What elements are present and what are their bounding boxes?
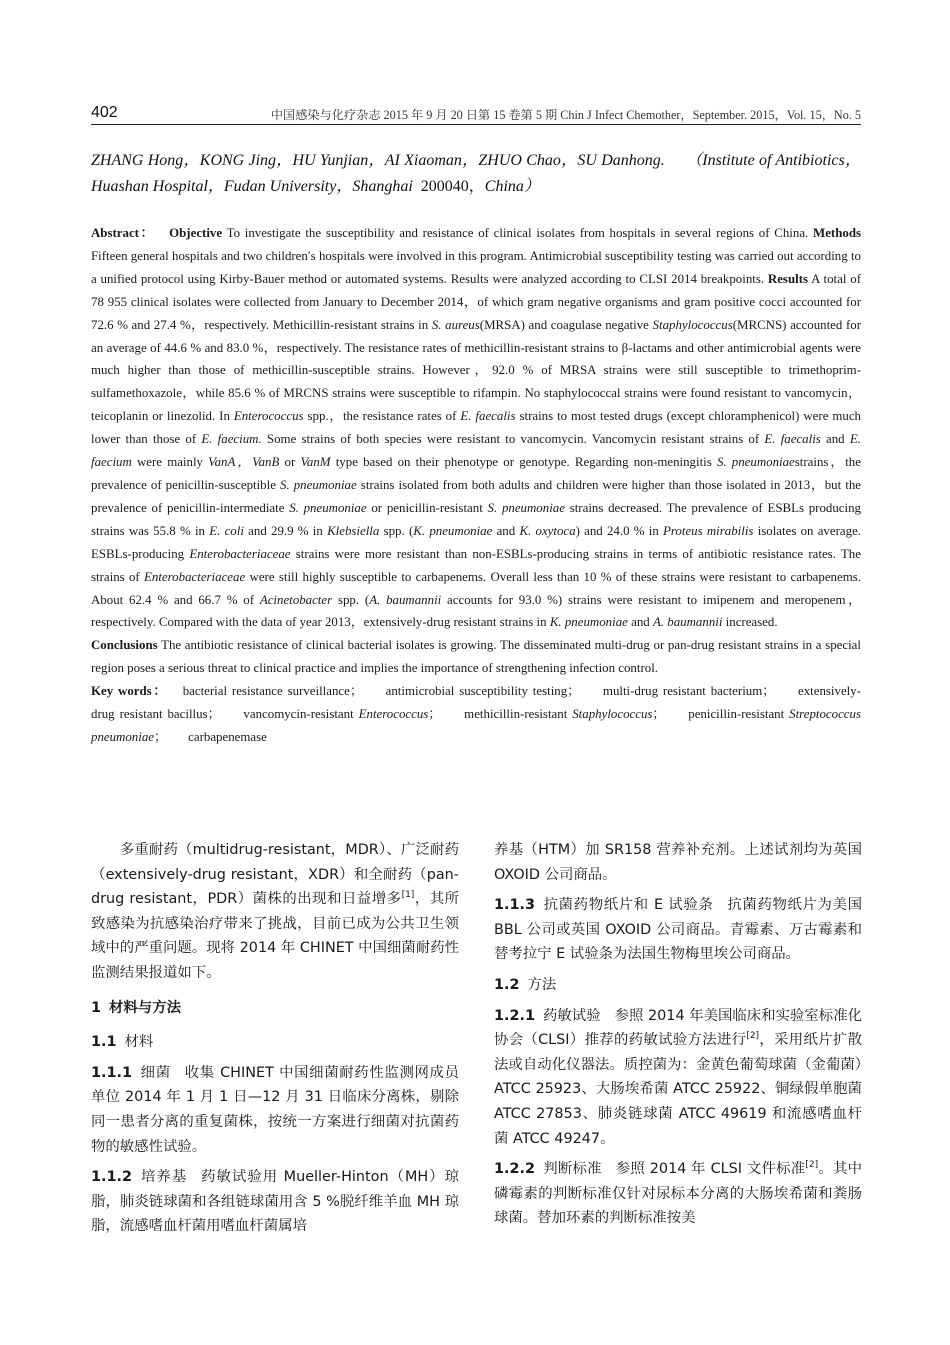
objective-label: Objective (169, 226, 223, 240)
results-text: strains，the prevalence of penicillin-susceptible (91, 455, 861, 492)
intro-text: 多重耐药（multidrug-resistant，MDR）、广泛耐药（extensively-drug resistant，XDR）和全耐药（pan-drug resistant，PDR）菌株的出现和日益增多 (91, 842, 459, 908)
keywords-label: Key words： (91, 684, 168, 699)
author-affiliation-block (91, 148, 861, 200)
keyword (243, 707, 441, 721)
taxon-name: K. oxytoca (519, 523, 576, 538)
results-text: strains to most tested drugs (except chloramphenicol) were much lower than those of (91, 409, 861, 447)
body-column-left (91, 838, 459, 1239)
taxon-name: E. faecalis (460, 409, 516, 424)
continuation-paragraph: 养基（HTM）加 SR158 营养补充剂。上述试剂均为英国 OXOID 公司商品。 (494, 842, 862, 883)
conclusions-label: Conclusions (91, 638, 158, 653)
results-text: and (826, 432, 845, 447)
taxon-name: E. faecalis (764, 432, 821, 447)
objective-text: To investigate the susceptibility and resistance of clinical isolates from hospitals in several regions of China. (226, 226, 809, 240)
taxon-name: Enterobacteriaceae (189, 546, 291, 561)
results-text: strains decreased. The prevalence of ESBLs producing strains was 55.8 % in (91, 500, 861, 538)
paragraph-susceptibility-test (494, 1004, 862, 1152)
author-names: ZHANG Hong，KONG Jing，HU Yunjian，AI Xiaoman，ZHUO Chao，SU Danhong. (91, 152, 665, 169)
keyword-text: methicillin-resistant (464, 707, 568, 722)
results-text: (MRSA) and coagulase negative (479, 317, 649, 332)
results-text: strains isolated from both adults and children were higher than those isolated in 2013，but the prevalence of penicillin-intermediate (91, 477, 861, 515)
subsection-number: 1.1.2 (91, 1169, 132, 1186)
subsection-number: 1.1.3 (494, 897, 535, 914)
conclusions-text: The antibiotic resistance of clinical bacterial isolates is growing. The disseminated multi-drug or pan-drug resistant strains in a special region poses a serious threat to clinical practice and implies the importance of strengthening infection control. (91, 638, 861, 676)
keyword-text: vancomycin-resistant (243, 707, 354, 722)
keyword-taxon: Enterococcus (358, 707, 429, 722)
section-title: 材料与方法 (109, 999, 181, 1016)
results-text: and (496, 523, 516, 538)
taxon-name: S. pneumoniae (280, 477, 357, 492)
keyword-taxon: Streptococcus pneumoniae (91, 707, 861, 744)
abstract-label: Abstract： (91, 226, 155, 240)
section-number: 1 (91, 999, 102, 1016)
subsection-title: 细菌 (139, 1064, 171, 1081)
taxon-name: A. baumannii (369, 592, 442, 607)
page-number: 402 (91, 104, 118, 121)
paragraph-text: 收集 CHINET 中国细菌耐药性监测网成员单位 2014 年 1 月 1 日—12 月 31 日临床分离株，剔除同一患者分离的重复菌株，按统一方案进行细菌对抗菌药物的敏感性试验。 (91, 1064, 459, 1155)
results-text: increased. (725, 615, 778, 630)
keyword-sep: ； (154, 729, 167, 744)
results-text: and 29.9 % in (248, 523, 323, 538)
intro-paragraph (91, 838, 459, 986)
gene-type: VanA，VanB (208, 455, 280, 470)
taxon-name: Staphylococcus (652, 317, 733, 332)
paragraph-text: 参照 2014 年 CLSI 文件标准 (615, 1161, 806, 1178)
results-label: Results (767, 271, 809, 286)
body-column-right (494, 838, 862, 1231)
subsection-title: 材料 (124, 1034, 154, 1051)
taxon-name: S. pneumoniae (716, 455, 795, 470)
journal-citation-line: 中国感染与化疗杂志 2015 年 9 月 20 日第 15 卷第 5 期 Chin J Infect Chemother，September. 2015，Vol. 15，No. 5 (270, 108, 861, 122)
results-text: or (284, 455, 296, 470)
results-text: (MRCNS) accounted for an average of 44.6 % and 83.0 %，respectively. The resistance rates of methicillin-resistant strains to β-lactams and other antimicrobial agents were much higher than those of methicillin-susceptible strains. However，92.0 % of MRSA strains were still susceptible to trimethoprim-sulfamethoxazole，while 85.6 % of MRCNS strains were susceptible to rifampin. No staphylococcal strains were found resistant to vancomycin，teicoplanin or linezolid. In (91, 317, 861, 424)
paragraph-text: 参照 2014 年美国临床和实验室标准化协会（CLSI）推荐的药敏试验方法进行 (494, 1007, 862, 1049)
results-text: spp. ( (337, 592, 370, 607)
results-text: accounts for 93.0 %) strains were resistant to imipenem and meropenem，respectively. Compared with the data of year 2013，extensively-drug resistant strains in (91, 592, 861, 630)
subsection-title: 药敏试验 (542, 1007, 601, 1024)
taxon-name: K. pneumoniae (413, 523, 493, 538)
taxon-name: S. pneumoniae (289, 500, 367, 515)
keyword-sep: ； (428, 707, 442, 722)
taxon-name: Proteus mirabilis (663, 523, 754, 538)
subsection-number: 1.1 (91, 1034, 117, 1051)
taxon-name: E. faecium. (201, 432, 262, 447)
keyword: extensively-drug resistant bacillus； (91, 684, 861, 722)
paragraph-bacteria (91, 1061, 459, 1159)
results-text: were mainly (136, 455, 203, 470)
keyword: antimicrobial susceptibility testing； (385, 684, 581, 699)
results-text: or penicillin-resistant (371, 500, 483, 515)
taxon-name: A. baumannii (652, 615, 723, 630)
paragraph-media (91, 1165, 459, 1239)
results-text: A total of 78 955 clinical isolates were collected from January to December 2014，of which gram negative organisms and gram positive cocci accounted for 72.6 % and 27.4 %，respectively. Methicillin-resistant strains in (91, 271, 861, 332)
subsection-heading (494, 973, 862, 998)
results-text: isolates on average. ESBLs-producing (91, 523, 862, 561)
subsection-title: 方法 (527, 976, 557, 993)
subsection-number: 1.1.1 (91, 1064, 132, 1081)
subsection-number: 1.2 (494, 976, 520, 993)
taxon-name: E. faecium (91, 432, 861, 470)
running-header (91, 98, 861, 125)
taxon-name: S. aureus (431, 317, 480, 332)
taxon-name: Klebsiella (327, 523, 380, 538)
results-text: were still highly susceptible to carbapenems. Overall less than 10 % of these strains were resistant to carbapenems. About 62.4 % and 66.7 % of (91, 569, 861, 607)
subsection-title: 培养基 (139, 1169, 188, 1186)
subsection-title: 抗菌药物纸片和 E 试验条 (542, 897, 714, 914)
section-heading (91, 996, 459, 1021)
taxon-name: Enterobacteriaceae (144, 569, 246, 584)
affiliation-a: （Institute of Antibiotics，Huashan Hospital，Fudan University，Shanghai (91, 152, 861, 195)
paragraph-text: 药敏试验用 Mueller-Hinton（MH）琼脂，肺炎链球菌和各组链球菌用含 5 %脱纤维羊血 MH 琼脂，流感嗜血杆菌用嗜血杆菌属培 (91, 1169, 459, 1235)
subsection-number: 1.2.2 (494, 1161, 535, 1178)
paragraph-criteria (494, 1157, 862, 1231)
results-text: and (631, 615, 650, 630)
taxon-name: Acinetobacter (259, 592, 333, 607)
keyword: bacterial resistance surveillance； (182, 684, 363, 699)
taxon-name: S. pneumoniae (487, 500, 565, 515)
paragraph-text: 抗菌药物纸片为美国 BBL 公司或英国 OXOID 公司商品。青霉素、万古霉素和替考拉宁 E 试验条为法国生物梅里埃公司商品。 (494, 897, 862, 963)
taxon-name: E. coli (209, 523, 244, 538)
results-text: Some strains of both species were resistant to vancomycin. Vancomycin resistant strains of (266, 432, 760, 447)
keyword-text: penicillin-resistant (688, 707, 785, 722)
paragraph-text: 。其中磷霉素的判断标准仅针对尿标本分离的大肠埃希菌和粪肠球菌。替加环素的判断标准按美 (494, 1161, 862, 1227)
intro-text: ，其所致感染为抗感染治疗带来了挑战，目前已成为公共卫生领域中的严重问题。现将 2014 年 CHINET 中国细菌耐药性监测结果报道如下。 (91, 891, 459, 981)
results-text: spp. ( (383, 523, 414, 538)
methods-label: Methods (813, 226, 862, 240)
subsection-heading (91, 1030, 459, 1055)
reference-mark: [2] (805, 1160, 819, 1171)
affiliation-b: China） (484, 178, 540, 195)
keyword-taxon: Staphylococcus (572, 707, 653, 722)
keyword: carbapenemase (188, 729, 267, 744)
keyword (464, 707, 665, 721)
keyword-sep: ； (652, 707, 666, 722)
keyword: multi-drug resistant bacterium； (602, 684, 776, 699)
reference-mark: [1] (401, 890, 415, 901)
gene-type: VanM (300, 455, 331, 470)
paragraph-text: ，采用纸片扩散法或自动化仪器法。质控菌为：金黄色葡萄球菌（金葡菌）ATCC 25923、大肠埃希菌 ATCC 25922、铜绿假单胞菌 ATCC 27853、肺炎链球菌 ATCC 49619 和流感嗜血杆菌 ATCC 49247。 (494, 1032, 862, 1147)
methods-text: Fifteen general hospitals and two children′s hospitals were involved in this program. Antimicrobial susceptibility testing was carried out according to a unified protocol using Kirby-Bauer method or automated systems. Results were analyzed according to CLSI 2014 breakpoints. (91, 248, 861, 286)
taxon-name: K. pneumoniae (549, 615, 628, 630)
results-text: strains were more resistant than non-ESBLs-producing strains in terms of antibiotic resistance rates. The strains of (91, 546, 861, 584)
subsection-number: 1.2.1 (494, 1007, 535, 1024)
results-text: type based on their phenotype or genotype. Regarding non-meningitis (335, 455, 712, 470)
reference-mark: [2] (746, 1031, 760, 1042)
postcode: 200040， (420, 178, 485, 195)
taxon-name: Enterococcus (233, 409, 304, 424)
results-text: spp.，the resistance rates of (307, 409, 457, 424)
english-abstract (91, 222, 861, 749)
paragraph-discs (494, 893, 862, 967)
subsection-title: 判断标准 (542, 1161, 602, 1178)
results-text: ) and 24.0 % in (575, 523, 659, 538)
